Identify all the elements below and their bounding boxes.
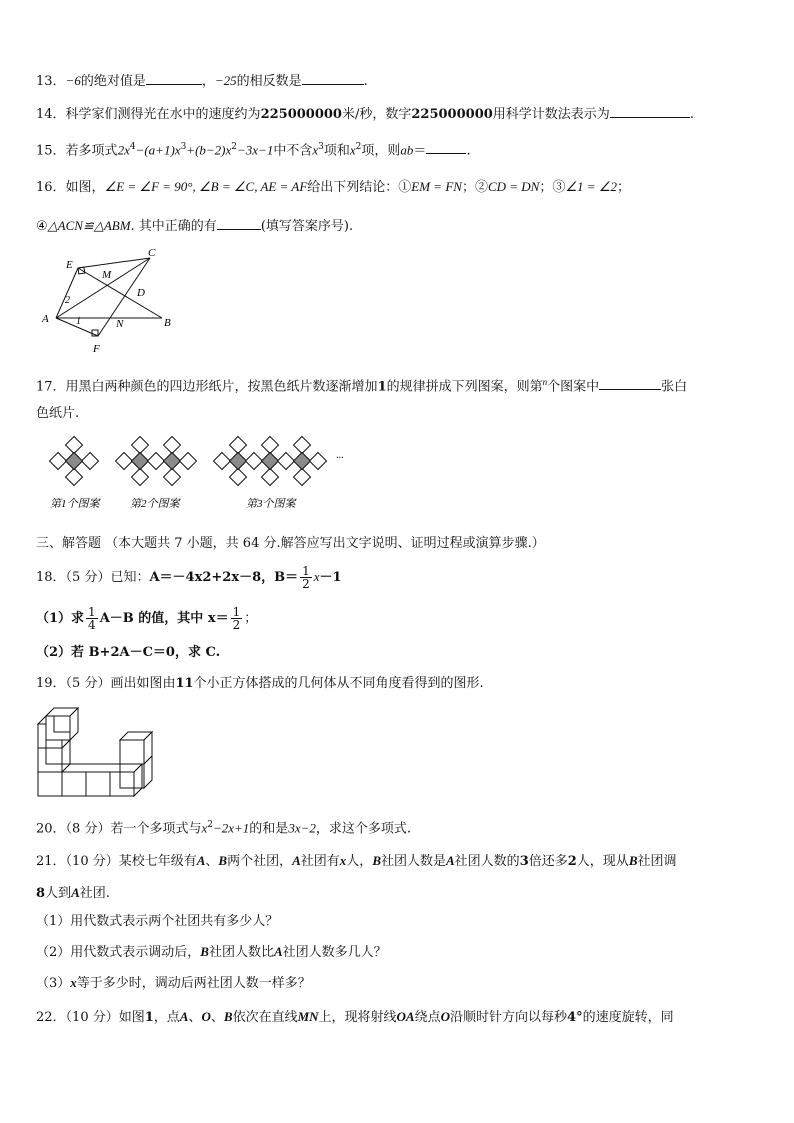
question-14: 14．科学家们测得光在水中的速度约为225000000米/秒，数字225000000用科学计数法表示为 . (36, 103, 694, 125)
fraction: $\frac{1}{2}$ (232, 605, 241, 632)
cube-stack-figure (36, 702, 166, 798)
question-21-part-1: （1）用代数式表示两个社团共有多少人？ (36, 914, 279, 929)
label-f: F (93, 343, 100, 355)
answer-blank[interactable] (610, 103, 690, 118)
fraction: $\frac{1}{4}$ (88, 605, 96, 632)
pattern-figure (40, 435, 360, 515)
label-e: E (66, 259, 73, 271)
label-angle-2: 2 (65, 295, 70, 306)
ellipsis: ··· (336, 453, 344, 464)
geometry-figure (36, 248, 186, 360)
question-16: 16．如图，∠E = ∠F = 90°, ∠B = ∠C, AE = AF给出下列结论：①EM = FN；②CD = DN；③∠1 = ∠2； (36, 179, 630, 195)
question-21: 21．（10 分）某校七年级有A、B两个社团，A社团有x人，B社团人数是A社团人数的3倍还多2人，现从B社团调 (36, 853, 677, 869)
answer-blank[interactable] (302, 70, 364, 85)
question-18-part-2: （2）若 B+2A－C＝0，求 C. (36, 645, 221, 660)
label-a: A (42, 313, 49, 325)
question-17: 17．用黑白两种颜色的四边形纸片，按黑色纸片数逐渐增加1的规律拼成下列图案，则第$^n$个图案中 张白 (36, 377, 688, 395)
answer-blank[interactable] (599, 375, 661, 390)
question-19: 19．（5 分）画出如图由11个小正方体搭成的几何体从不同角度看得到的图形. (36, 676, 484, 691)
caption-1: 第1个图案 (50, 498, 100, 510)
label-c: C (148, 248, 156, 259)
answer-blank[interactable] (146, 70, 202, 85)
question-18: 18．（5 分）已知：A＝－4x2+2x－8，B＝ $\frac{1}{2}$ x－1 (36, 564, 342, 591)
question-17-line-2: 色纸片. (36, 406, 80, 421)
label-n: N (116, 318, 124, 330)
question-16-line-2: ④△ACN≌△ABM. 其中正确的有 (填写答案序号). (36, 215, 353, 237)
pattern-2 (116, 437, 197, 486)
pattern-3 (214, 437, 327, 486)
question-18-part-1: （1）求 $\frac{1}{4}$ A－B 的值，其中 x＝ $\frac{1}{2}$ ； (36, 605, 258, 632)
question-20: 20．（8 分）若一个多项式与$x^2-2x+1$的和是3x−2，求这个多项式. (36, 820, 411, 837)
question-21-part-3: （3）x等于多少时，调动后两社团人数一样多？ (36, 975, 311, 991)
section-3-heading: 三、解答题 （本大题共 7 小题，共 64 分.解答应写出文字说明、证明过程或演算步骤.） (36, 536, 545, 551)
pattern-1 (50, 437, 99, 486)
caption-3: 第3个图案 (246, 498, 296, 510)
caption-2: 第2个图案 (130, 498, 180, 510)
line-eb (78, 268, 162, 318)
question-15: 15．若多项式$2x^4-(a+1)x^3+(b-2)x^2-3x-1$中不含$x^3$项和$x^2$项，则ab＝ . (36, 137, 471, 161)
fraction: $\frac{1}{2}$ (302, 564, 310, 591)
question-21-line-2: 8人到A社团. (36, 885, 110, 901)
label-d: D (137, 287, 145, 299)
question-21-part-2: （2）用代数式表示调动后，B社团人数比A社团人数多几人？ (36, 944, 387, 960)
answer-blank[interactable] (426, 139, 466, 154)
label-m: M (102, 269, 112, 281)
line-ec (78, 258, 150, 268)
label-angle-1: 1 (76, 316, 81, 327)
label-b: B (164, 317, 171, 329)
answer-blank[interactable] (217, 215, 261, 230)
question-22: 22．（10 分）如图1，点A、O、B依次在直线MN上，现将射线OA绕点O沿顺时针方向以每秒4°的速度旋转，同 (36, 1009, 674, 1025)
question-13: 13．−6的绝对值是 ，−25的相反数是 . (36, 70, 368, 92)
